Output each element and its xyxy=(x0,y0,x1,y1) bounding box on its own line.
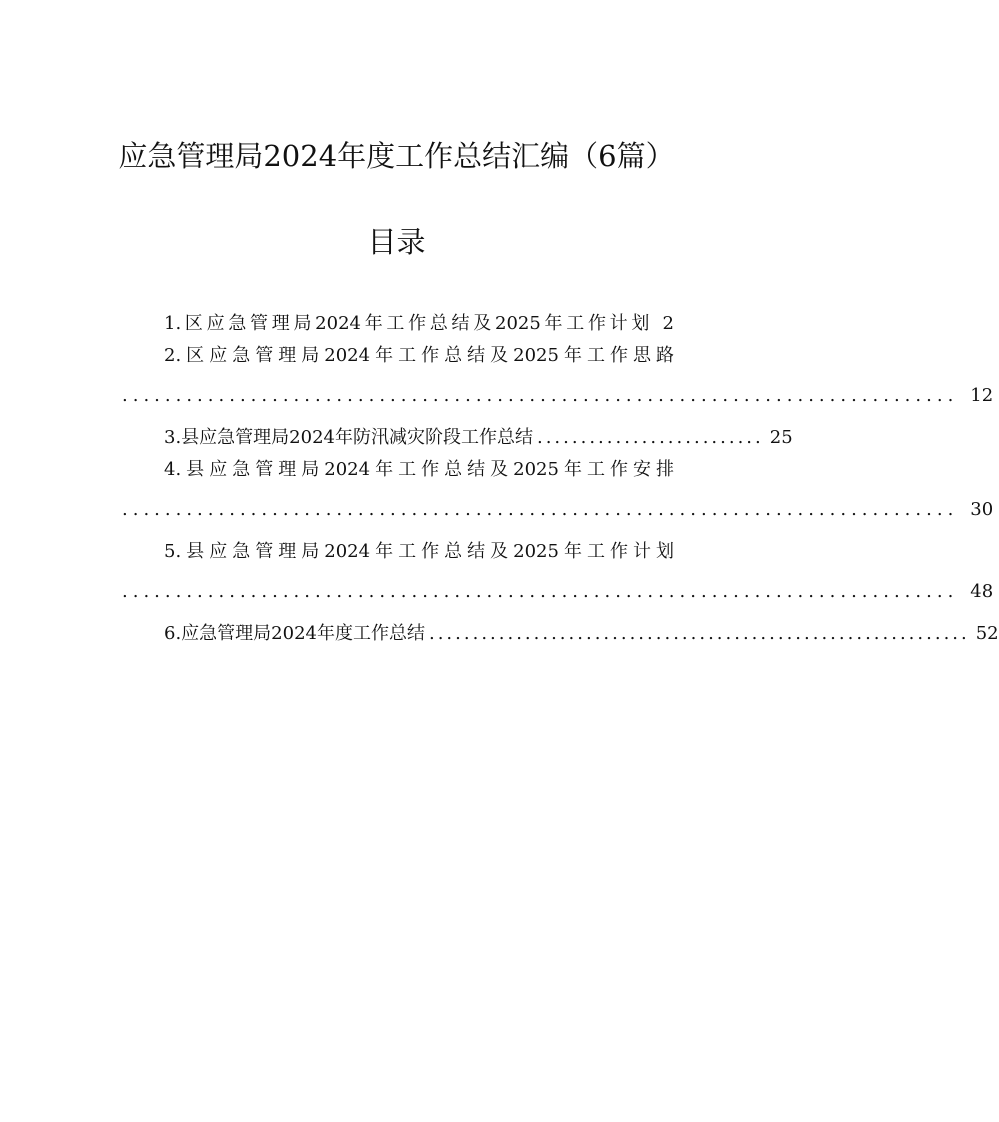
toc-leader-dots: .............................................................................. xyxy=(122,581,959,602)
toc-entry-4[interactable] xyxy=(122,454,994,526)
document-title: 应急管理局2024年度工作总结汇编（6篇） xyxy=(118,139,675,173)
toc-entry-text: 4.县应急管理局2024年工作总结及2025年工作安排 xyxy=(164,459,674,480)
toc-leader-dots: .............................................................................. xyxy=(122,499,959,520)
toc-entry-1[interactable] xyxy=(122,308,674,340)
toc-entry-5[interactable] xyxy=(122,536,994,608)
toc-entry-page: 12 xyxy=(970,385,994,406)
toc-entry-text: 2.区应急管理局2024年工作总结及2025年工作思路 xyxy=(164,345,674,366)
toc-leader-dots: .............................................................. xyxy=(428,623,970,644)
toc-entry-6[interactable] xyxy=(122,618,999,650)
toc-entry-page: 25 xyxy=(769,427,793,448)
toc-entry-text: 6.应急管理局2024年度工作总结 xyxy=(164,623,425,644)
toc-entry-page: 48 xyxy=(970,581,994,602)
table-of-contents xyxy=(122,308,999,650)
toc-entry-page: 52 xyxy=(975,623,999,644)
toc-entry-text: 5.县应急管理局2024年工作总结及2025年工作计划 xyxy=(164,541,674,562)
toc-leader-dots: .......................... xyxy=(536,427,764,448)
toc-entry-text: 3.县应急管理局2024年防汛减灾阶段工作总结 xyxy=(164,427,533,448)
toc-entry-text: 1.区应急管理局2024年工作总结及2025年工作计划 xyxy=(164,313,654,334)
toc-entry-page: 30 xyxy=(970,499,994,520)
toc-entry-page: 2 xyxy=(662,313,674,334)
toc-heading: 目录 xyxy=(367,225,426,259)
toc-entry-3[interactable] xyxy=(122,422,793,454)
toc-entry-2[interactable] xyxy=(122,340,994,412)
toc-leader-dots: .............................................................................. xyxy=(122,385,959,406)
